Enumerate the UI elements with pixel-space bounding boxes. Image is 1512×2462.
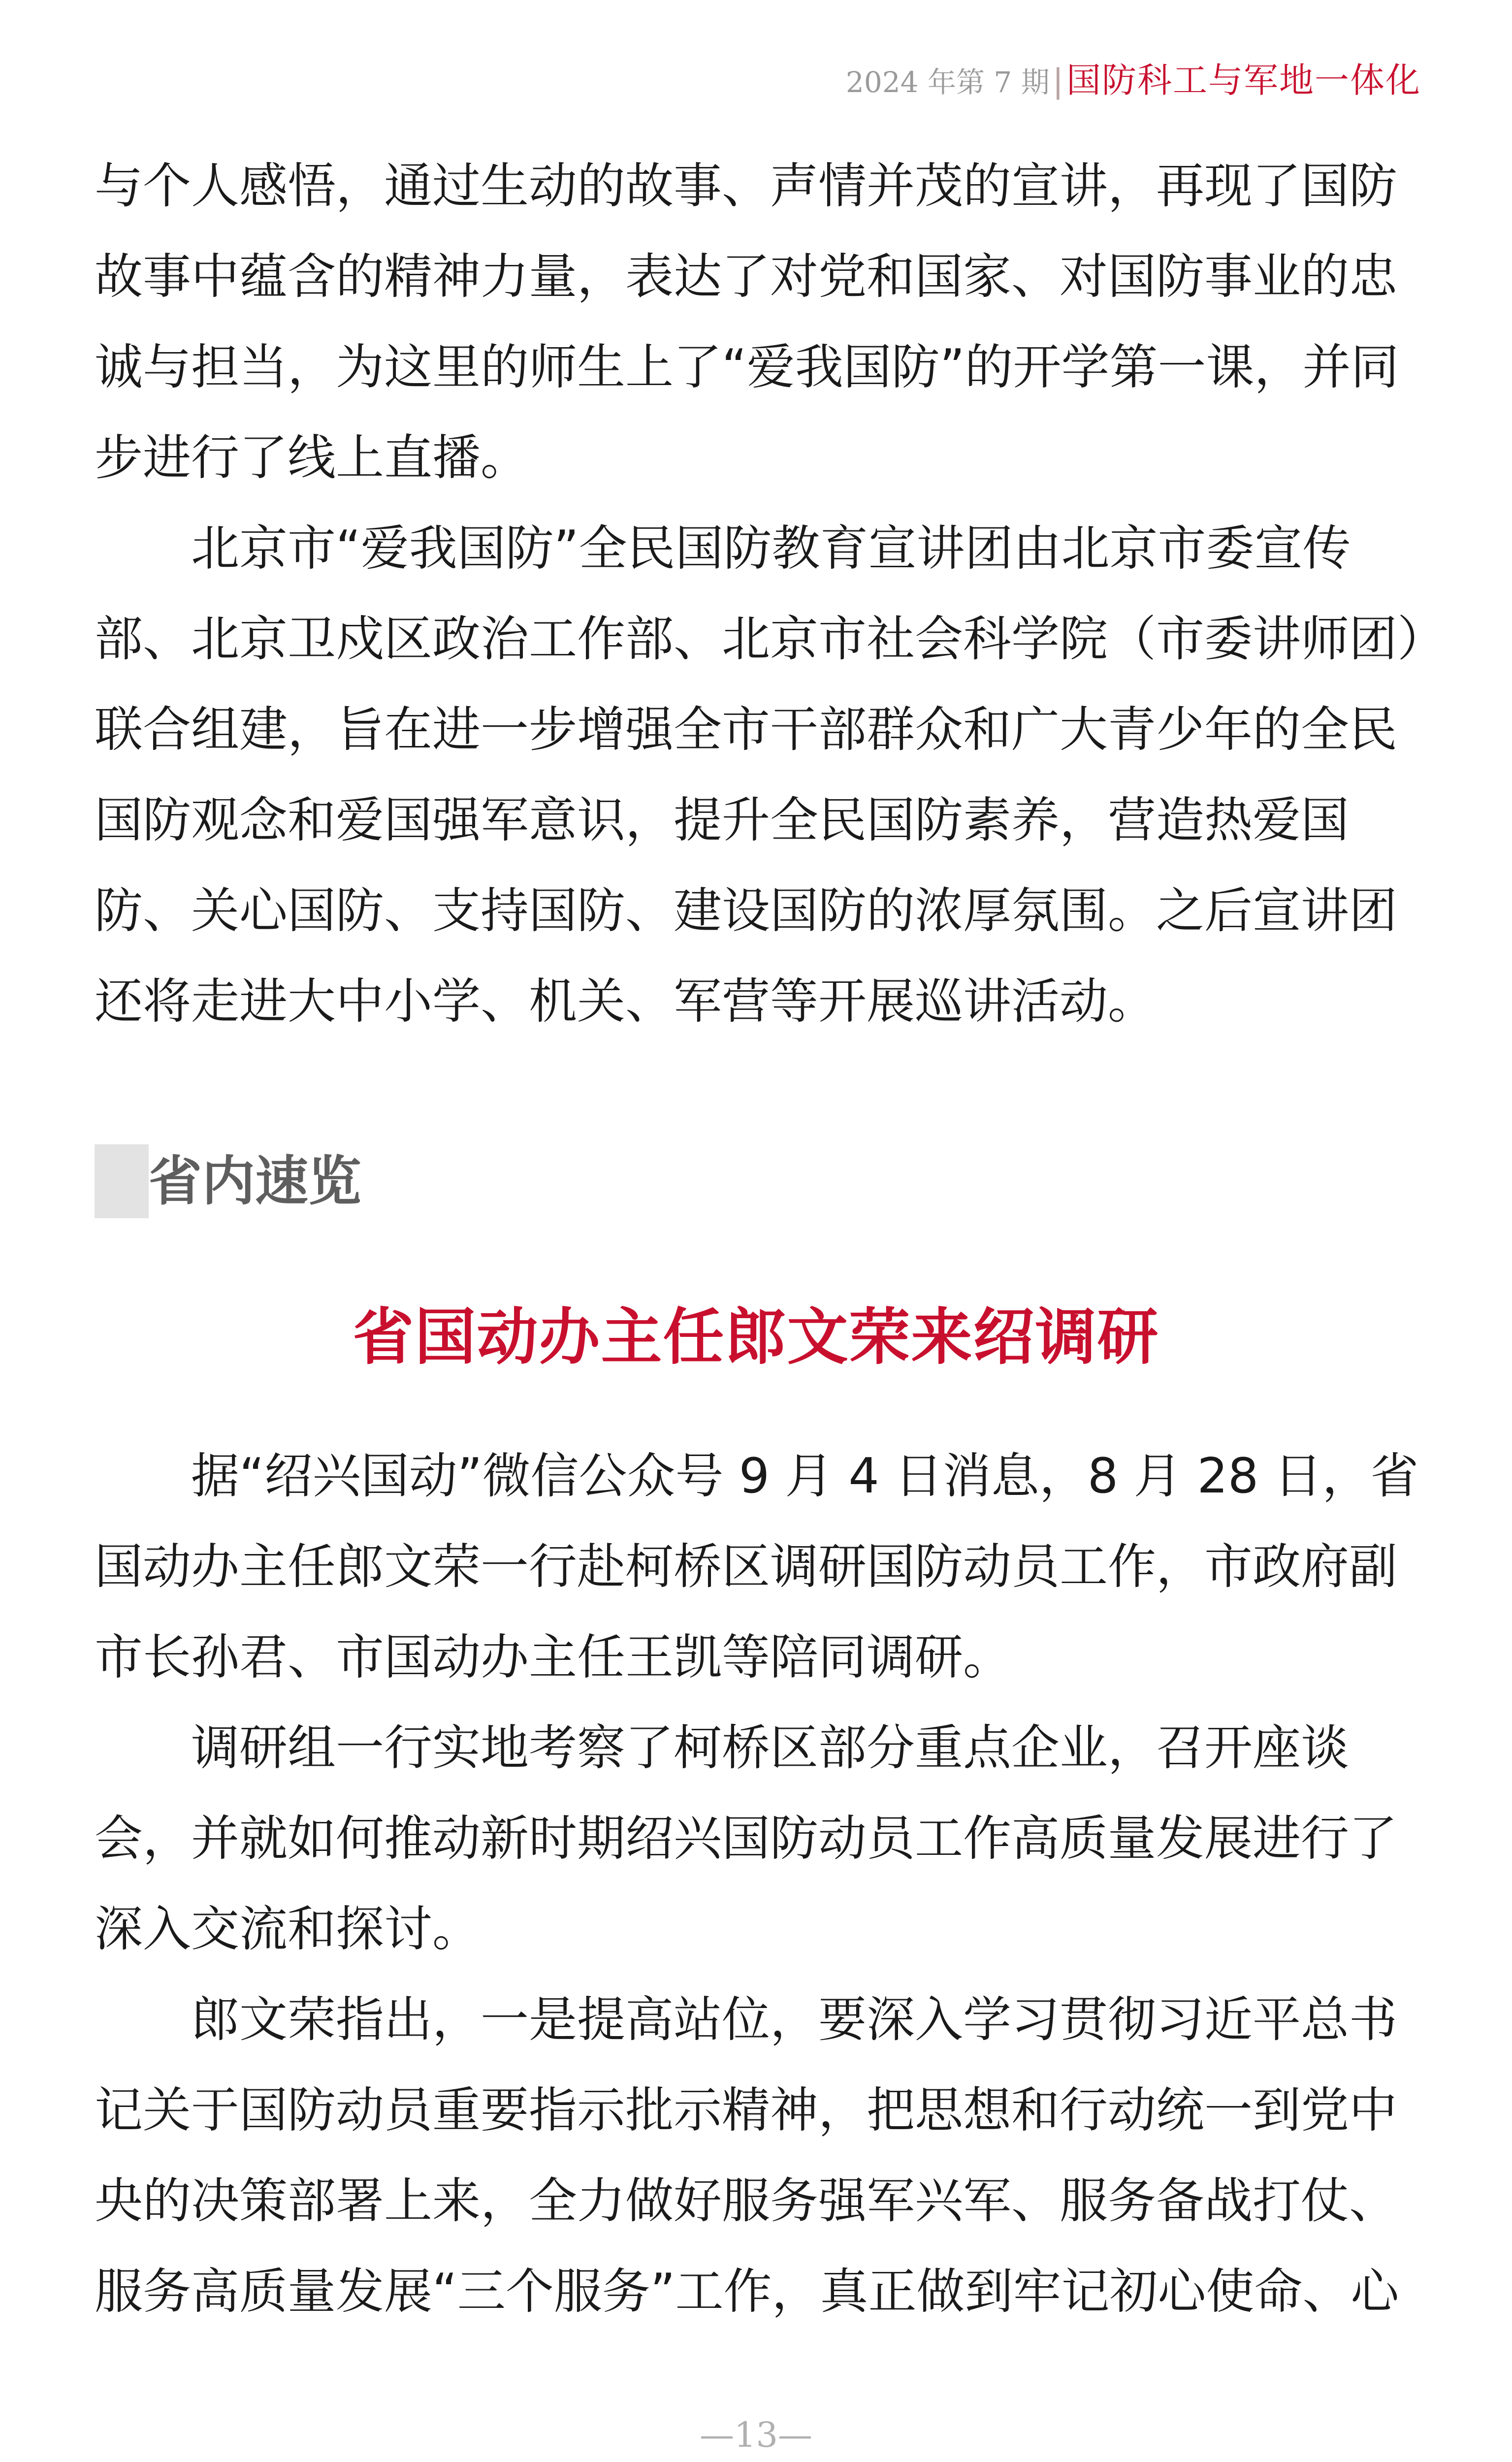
- article-paragraph: 郎文荣指出，一是提高站位，要深入学习贯彻习近平总书记关于国防动员重要指示批示精神，把思想和行动统一到党中央的决策部署上来，全力做好服务强军兴军、服务备战打仗、服务高质量发展“三个服务”工作，真正做到牢记初心使命、心: [95, 1992, 1399, 2320]
- header-separator: |: [1052, 62, 1063, 100]
- article-title: 省国动办主任郎文荣来绍调研: [353, 1302, 1159, 1373]
- page-number: —13—: [699, 2415, 813, 2455]
- article-paragraph: 据“绍兴国动”微信公众号 9 月 4 日消息，8 月 28 日，省国动办主任郎文荣一行赴柯桥区调研国防动员工作，市政府副市长孙君、市国动办主任王凯等陪同调研。: [95, 1448, 1419, 1685]
- body-paragraph: 北京市“爱我国防”全民国防教育宣讲团由北京市委宣传部、北京卫戍区政治工作部、北京市社会科学院（市委讲师团）联合组建，旨在进一步增强全市干部群众和广大青少年的全民国防观念和爱国强军意识，提升全民国防素养，营造热爱国防、关心国防、支持国防、建设国防的浓厚氛围。之后宣讲团还将走进大中小学、机关、军营等开展巡讲活动。: [95, 520, 1422, 1030]
- running-header: [846, 58, 1421, 104]
- section-heading: 省内速览: [149, 1151, 362, 1212]
- article-paragraph: 调研组一行实地考察了柯桥区部分重点企业，召开座谈会，并就如何推动新时期绍兴国防动员工作高质量发展进行了深入交流和探讨。: [95, 1720, 1398, 1957]
- continued-paragraph: 与个人感悟，通过生动的故事、声情并茂的宣讲，再现了国防故事中蕴含的精神力量，表达了对党和国家、对国防事业的忠诚与担当，为这里的师生上了“爱我国防”的开学第一课，并同步进行了线上直播。: [95, 158, 1399, 486]
- issue-label: 2024 年第 7 期: [845, 65, 1050, 99]
- section-marker-block: [95, 1144, 149, 1218]
- journal-title: 国防科工与军地一体化: [1066, 60, 1421, 100]
